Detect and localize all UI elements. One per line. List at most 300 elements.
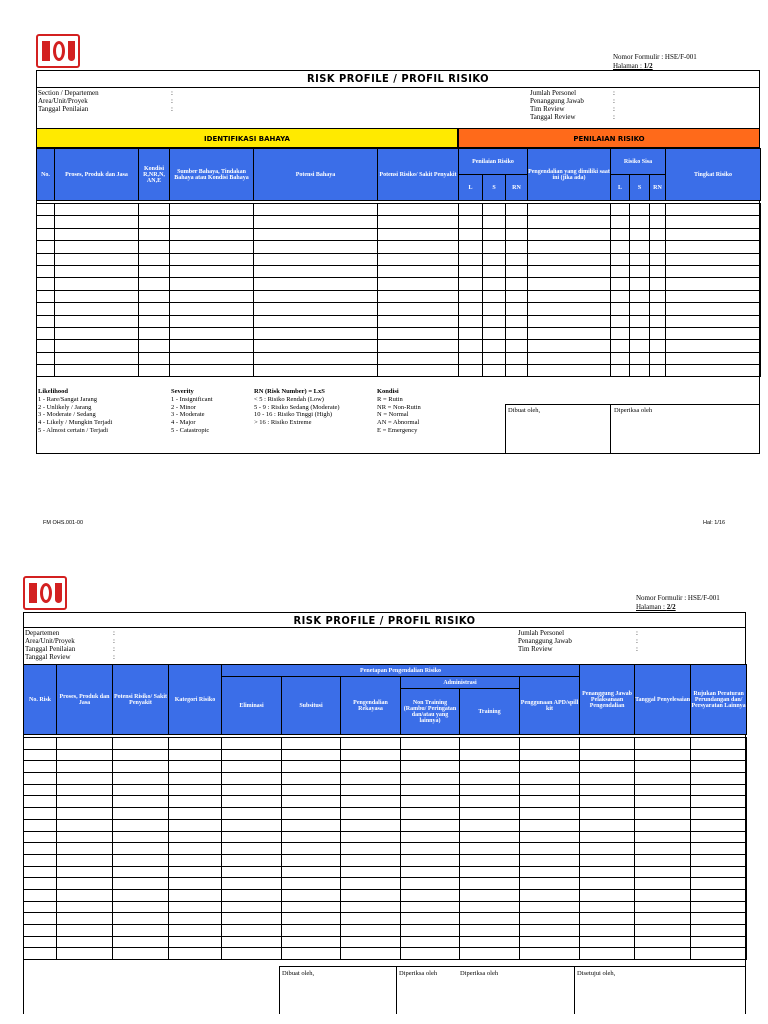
table-cell[interactable] — [630, 365, 650, 377]
table-cell[interactable] — [341, 773, 401, 785]
table-cell[interactable] — [483, 327, 506, 339]
table-cell[interactable] — [170, 327, 254, 339]
table-cell[interactable] — [401, 901, 460, 913]
table-cell[interactable] — [459, 290, 483, 302]
table-cell[interactable] — [170, 265, 254, 277]
table-cell[interactable] — [139, 315, 170, 327]
table-cell[interactable] — [666, 228, 761, 240]
table-cell[interactable] — [222, 901, 282, 913]
table-cell[interactable] — [635, 761, 691, 773]
table-cell[interactable] — [506, 290, 528, 302]
table-cell[interactable] — [222, 948, 282, 960]
table-cell[interactable] — [611, 228, 630, 240]
table-cell[interactable] — [691, 913, 747, 925]
table-cell[interactable] — [630, 340, 650, 352]
table-cell[interactable] — [611, 265, 630, 277]
table-cell[interactable] — [169, 784, 222, 796]
table-cell[interactable] — [341, 819, 401, 831]
table-cell[interactable] — [630, 253, 650, 265]
table-cell[interactable] — [169, 889, 222, 901]
table-cell[interactable] — [57, 796, 113, 808]
table-cell[interactable] — [222, 784, 282, 796]
table-cell[interactable] — [666, 241, 761, 253]
table-cell[interactable] — [341, 854, 401, 866]
table-cell[interactable] — [139, 228, 170, 240]
table-cell[interactable] — [635, 901, 691, 913]
table-cell[interactable] — [170, 340, 254, 352]
table-cell[interactable] — [113, 925, 169, 937]
table-cell[interactable] — [460, 738, 520, 750]
table-cell[interactable] — [254, 340, 378, 352]
table-cell[interactable] — [37, 241, 55, 253]
table-cell[interactable] — [460, 948, 520, 960]
table-cell[interactable] — [169, 738, 222, 750]
table-cell[interactable] — [55, 365, 139, 377]
table-cell[interactable] — [254, 241, 378, 253]
table-cell[interactable] — [528, 216, 611, 228]
table-cell[interactable] — [341, 889, 401, 901]
table-cell[interactable] — [483, 278, 506, 290]
table-cell[interactable] — [401, 831, 460, 843]
table-cell[interactable] — [254, 278, 378, 290]
table-cell[interactable] — [460, 796, 520, 808]
table-cell[interactable] — [57, 948, 113, 960]
table-cell[interactable] — [254, 352, 378, 364]
table-cell[interactable] — [401, 948, 460, 960]
table-cell[interactable] — [506, 265, 528, 277]
table-cell[interactable] — [459, 315, 483, 327]
table-cell[interactable] — [630, 265, 650, 277]
table-cell[interactable] — [57, 749, 113, 761]
table-cell[interactable] — [460, 784, 520, 796]
table-cell[interactable] — [520, 948, 580, 960]
table-cell[interactable] — [378, 241, 459, 253]
table-cell[interactable] — [528, 327, 611, 339]
table-cell[interactable] — [611, 216, 630, 228]
table-cell[interactable] — [24, 819, 57, 831]
table-cell[interactable] — [378, 290, 459, 302]
table-cell[interactable] — [341, 925, 401, 937]
table-cell[interactable] — [282, 925, 341, 937]
table-cell[interactable] — [630, 290, 650, 302]
table-cell[interactable] — [55, 228, 139, 240]
table-cell[interactable] — [169, 843, 222, 855]
table-cell[interactable] — [170, 204, 254, 216]
table-cell[interactable] — [691, 901, 747, 913]
table-cell[interactable] — [635, 749, 691, 761]
table-cell[interactable] — [580, 738, 635, 750]
table-cell[interactable] — [580, 773, 635, 785]
table-cell[interactable] — [282, 913, 341, 925]
table-cell[interactable] — [459, 265, 483, 277]
table-cell[interactable] — [528, 278, 611, 290]
table-cell[interactable] — [635, 819, 691, 831]
table-cell[interactable] — [37, 265, 55, 277]
table-cell[interactable] — [341, 948, 401, 960]
table-cell[interactable] — [341, 738, 401, 750]
table-cell[interactable] — [341, 831, 401, 843]
table-cell[interactable] — [520, 913, 580, 925]
table-cell[interactable] — [282, 808, 341, 820]
table-cell[interactable] — [254, 315, 378, 327]
table-cell[interactable] — [254, 228, 378, 240]
table-cell[interactable] — [24, 854, 57, 866]
table-cell[interactable] — [650, 228, 666, 240]
table-cell[interactable] — [460, 866, 520, 878]
table-cell[interactable] — [691, 843, 747, 855]
table-cell[interactable] — [580, 889, 635, 901]
table-cell[interactable] — [520, 749, 580, 761]
table-cell[interactable] — [57, 936, 113, 948]
table-cell[interactable] — [222, 925, 282, 937]
table-cell[interactable] — [55, 204, 139, 216]
table-cell[interactable] — [37, 204, 55, 216]
table-cell[interactable] — [635, 866, 691, 878]
table-cell[interactable] — [483, 365, 506, 377]
table-cell[interactable] — [113, 878, 169, 890]
table-cell[interactable] — [57, 843, 113, 855]
table-cell[interactable] — [170, 303, 254, 315]
table-cell[interactable] — [113, 889, 169, 901]
table-cell[interactable] — [378, 228, 459, 240]
table-cell[interactable] — [139, 303, 170, 315]
table-cell[interactable] — [483, 241, 506, 253]
table-cell[interactable] — [580, 784, 635, 796]
table-cell[interactable] — [57, 889, 113, 901]
table-cell[interactable] — [580, 749, 635, 761]
table-cell[interactable] — [459, 352, 483, 364]
table-cell[interactable] — [483, 315, 506, 327]
table-cell[interactable] — [650, 352, 666, 364]
table-cell[interactable] — [341, 749, 401, 761]
table-cell[interactable] — [460, 749, 520, 761]
table-cell[interactable] — [37, 327, 55, 339]
table-cell[interactable] — [580, 843, 635, 855]
table-cell[interactable] — [666, 327, 761, 339]
table-cell[interactable] — [169, 901, 222, 913]
table-cell[interactable] — [55, 340, 139, 352]
table-cell[interactable] — [483, 340, 506, 352]
table-cell[interactable] — [378, 352, 459, 364]
table-cell[interactable] — [24, 866, 57, 878]
table-cell[interactable] — [580, 761, 635, 773]
table-cell[interactable] — [24, 913, 57, 925]
table-cell[interactable] — [635, 831, 691, 843]
table-cell[interactable] — [506, 327, 528, 339]
table-cell[interactable] — [483, 204, 506, 216]
table-cell[interactable] — [520, 866, 580, 878]
table-cell[interactable] — [254, 253, 378, 265]
table-cell[interactable] — [139, 290, 170, 302]
table-cell[interactable] — [459, 327, 483, 339]
table-cell[interactable] — [222, 749, 282, 761]
table-cell[interactable] — [691, 948, 747, 960]
table-cell[interactable] — [506, 241, 528, 253]
table-cell[interactable] — [222, 936, 282, 948]
table-cell[interactable] — [650, 204, 666, 216]
table-cell[interactable] — [169, 819, 222, 831]
table-cell[interactable] — [37, 216, 55, 228]
table-cell[interactable] — [341, 913, 401, 925]
table-cell[interactable] — [459, 303, 483, 315]
table-cell[interactable] — [635, 738, 691, 750]
table-cell[interactable] — [459, 278, 483, 290]
table-cell[interactable] — [650, 340, 666, 352]
table-cell[interactable] — [57, 866, 113, 878]
table-cell[interactable] — [506, 340, 528, 352]
table-cell[interactable] — [691, 854, 747, 866]
table-cell[interactable] — [666, 253, 761, 265]
table-cell[interactable] — [666, 352, 761, 364]
table-cell[interactable] — [666, 265, 761, 277]
table-cell[interactable] — [222, 831, 282, 843]
table-cell[interactable] — [113, 819, 169, 831]
table-cell[interactable] — [635, 843, 691, 855]
table-cell[interactable] — [169, 866, 222, 878]
table-cell[interactable] — [520, 773, 580, 785]
table-cell[interactable] — [460, 913, 520, 925]
table-cell[interactable] — [635, 773, 691, 785]
table-cell[interactable] — [139, 265, 170, 277]
table-cell[interactable] — [520, 738, 580, 750]
table-cell[interactable] — [401, 808, 460, 820]
table-cell[interactable] — [113, 808, 169, 820]
table-cell[interactable] — [650, 216, 666, 228]
table-cell[interactable] — [57, 773, 113, 785]
table-cell[interactable] — [254, 265, 378, 277]
table-cell[interactable] — [222, 843, 282, 855]
table-cell[interactable] — [254, 216, 378, 228]
table-cell[interactable] — [528, 315, 611, 327]
table-cell[interactable] — [378, 265, 459, 277]
table-cell[interactable] — [282, 831, 341, 843]
table-cell[interactable] — [170, 228, 254, 240]
table-cell[interactable] — [691, 796, 747, 808]
table-cell[interactable] — [282, 773, 341, 785]
table-cell[interactable] — [282, 948, 341, 960]
table-cell[interactable] — [282, 866, 341, 878]
table-cell[interactable] — [691, 831, 747, 843]
table-cell[interactable] — [57, 808, 113, 820]
table-cell[interactable] — [37, 365, 55, 377]
table-cell[interactable] — [483, 290, 506, 302]
table-cell[interactable] — [222, 761, 282, 773]
table-cell[interactable] — [170, 253, 254, 265]
table-cell[interactable] — [222, 913, 282, 925]
table-cell[interactable] — [37, 315, 55, 327]
table-cell[interactable] — [635, 936, 691, 948]
table-cell[interactable] — [635, 925, 691, 937]
table-cell[interactable] — [520, 831, 580, 843]
table-cell[interactable] — [460, 854, 520, 866]
table-cell[interactable] — [580, 925, 635, 937]
table-cell[interactable] — [222, 738, 282, 750]
table-cell[interactable] — [506, 253, 528, 265]
table-cell[interactable] — [460, 831, 520, 843]
table-cell[interactable] — [24, 936, 57, 948]
table-cell[interactable] — [139, 204, 170, 216]
table-cell[interactable] — [139, 241, 170, 253]
table-cell[interactable] — [580, 866, 635, 878]
table-cell[interactable] — [55, 327, 139, 339]
table-cell[interactable] — [691, 866, 747, 878]
table-cell[interactable] — [113, 738, 169, 750]
table-cell[interactable] — [691, 749, 747, 761]
table-cell[interactable] — [401, 773, 460, 785]
table-cell[interactable] — [635, 784, 691, 796]
table-cell[interactable] — [460, 808, 520, 820]
table-cell[interactable] — [169, 831, 222, 843]
table-cell[interactable] — [460, 925, 520, 937]
table-cell[interactable] — [611, 327, 630, 339]
table-cell[interactable] — [666, 216, 761, 228]
table-cell[interactable] — [520, 784, 580, 796]
table-cell[interactable] — [57, 819, 113, 831]
table-cell[interactable] — [520, 843, 580, 855]
table-cell[interactable] — [506, 365, 528, 377]
table-cell[interactable] — [55, 278, 139, 290]
table-cell[interactable] — [460, 901, 520, 913]
table-cell[interactable] — [57, 854, 113, 866]
table-cell[interactable] — [113, 866, 169, 878]
table-cell[interactable] — [520, 808, 580, 820]
table-cell[interactable] — [580, 948, 635, 960]
table-cell[interactable] — [222, 889, 282, 901]
table-cell[interactable] — [378, 340, 459, 352]
table-cell[interactable] — [170, 315, 254, 327]
table-cell[interactable] — [170, 290, 254, 302]
table-cell[interactable] — [55, 216, 139, 228]
table-cell[interactable] — [113, 796, 169, 808]
table-cell[interactable] — [282, 878, 341, 890]
table-cell[interactable] — [483, 352, 506, 364]
table-cell[interactable] — [691, 889, 747, 901]
table-cell[interactable] — [24, 749, 57, 761]
table-cell[interactable] — [580, 854, 635, 866]
table-cell[interactable] — [254, 290, 378, 302]
table-cell[interactable] — [483, 303, 506, 315]
table-cell[interactable] — [57, 901, 113, 913]
table-cell[interactable] — [611, 204, 630, 216]
table-cell[interactable] — [666, 290, 761, 302]
table-cell[interactable] — [630, 352, 650, 364]
table-cell[interactable] — [650, 303, 666, 315]
table-cell[interactable] — [635, 796, 691, 808]
table-cell[interactable] — [24, 773, 57, 785]
table-cell[interactable] — [282, 854, 341, 866]
table-cell[interactable] — [169, 761, 222, 773]
table-cell[interactable] — [24, 738, 57, 750]
table-cell[interactable] — [611, 253, 630, 265]
table-cell[interactable] — [460, 843, 520, 855]
table-cell[interactable] — [113, 901, 169, 913]
table-cell[interactable] — [506, 303, 528, 315]
table-cell[interactable] — [666, 315, 761, 327]
table-cell[interactable] — [630, 327, 650, 339]
table-cell[interactable] — [580, 796, 635, 808]
table-cell[interactable] — [282, 784, 341, 796]
table-cell[interactable] — [580, 878, 635, 890]
table-cell[interactable] — [635, 878, 691, 890]
table-cell[interactable] — [222, 866, 282, 878]
table-cell[interactable] — [113, 948, 169, 960]
table-cell[interactable] — [630, 315, 650, 327]
table-cell[interactable] — [580, 831, 635, 843]
table-cell[interactable] — [282, 761, 341, 773]
table-cell[interactable] — [520, 901, 580, 913]
table-cell[interactable] — [254, 204, 378, 216]
table-cell[interactable] — [401, 761, 460, 773]
table-cell[interactable] — [139, 278, 170, 290]
table-cell[interactable] — [37, 228, 55, 240]
table-cell[interactable] — [483, 265, 506, 277]
table-cell[interactable] — [55, 352, 139, 364]
table-cell[interactable] — [401, 784, 460, 796]
table-cell[interactable] — [113, 936, 169, 948]
table-cell[interactable] — [55, 290, 139, 302]
table-cell[interactable] — [170, 216, 254, 228]
table-cell[interactable] — [57, 784, 113, 796]
table-cell[interactable] — [401, 889, 460, 901]
table-cell[interactable] — [24, 808, 57, 820]
table-cell[interactable] — [139, 365, 170, 377]
table-cell[interactable] — [650, 315, 666, 327]
table-cell[interactable] — [401, 936, 460, 948]
table-cell[interactable] — [630, 303, 650, 315]
table-cell[interactable] — [520, 796, 580, 808]
table-cell[interactable] — [282, 819, 341, 831]
table-cell[interactable] — [630, 241, 650, 253]
table-cell[interactable] — [401, 843, 460, 855]
table-cell[interactable] — [169, 936, 222, 948]
table-cell[interactable] — [341, 843, 401, 855]
table-cell[interactable] — [580, 808, 635, 820]
table-cell[interactable] — [459, 253, 483, 265]
table-cell[interactable] — [611, 352, 630, 364]
table-cell[interactable] — [341, 901, 401, 913]
table-cell[interactable] — [650, 253, 666, 265]
table-cell[interactable] — [139, 216, 170, 228]
table-cell[interactable] — [506, 352, 528, 364]
table-cell[interactable] — [401, 819, 460, 831]
table-cell[interactable] — [24, 901, 57, 913]
table-cell[interactable] — [341, 761, 401, 773]
table-cell[interactable] — [37, 253, 55, 265]
table-cell[interactable] — [520, 889, 580, 901]
table-cell[interactable] — [401, 854, 460, 866]
table-cell[interactable] — [113, 854, 169, 866]
table-cell[interactable] — [460, 889, 520, 901]
table-cell[interactable] — [341, 784, 401, 796]
table-cell[interactable] — [113, 773, 169, 785]
table-cell[interactable] — [506, 204, 528, 216]
table-cell[interactable] — [506, 278, 528, 290]
table-cell[interactable] — [691, 784, 747, 796]
table-cell[interactable] — [459, 340, 483, 352]
table-cell[interactable] — [520, 819, 580, 831]
table-cell[interactable] — [691, 773, 747, 785]
table-cell[interactable] — [611, 303, 630, 315]
table-cell[interactable] — [528, 303, 611, 315]
table-cell[interactable] — [459, 216, 483, 228]
table-cell[interactable] — [222, 773, 282, 785]
table-cell[interactable] — [55, 241, 139, 253]
table-cell[interactable] — [24, 948, 57, 960]
table-cell[interactable] — [691, 925, 747, 937]
table-cell[interactable] — [650, 290, 666, 302]
table-cell[interactable] — [24, 925, 57, 937]
table-cell[interactable] — [139, 352, 170, 364]
